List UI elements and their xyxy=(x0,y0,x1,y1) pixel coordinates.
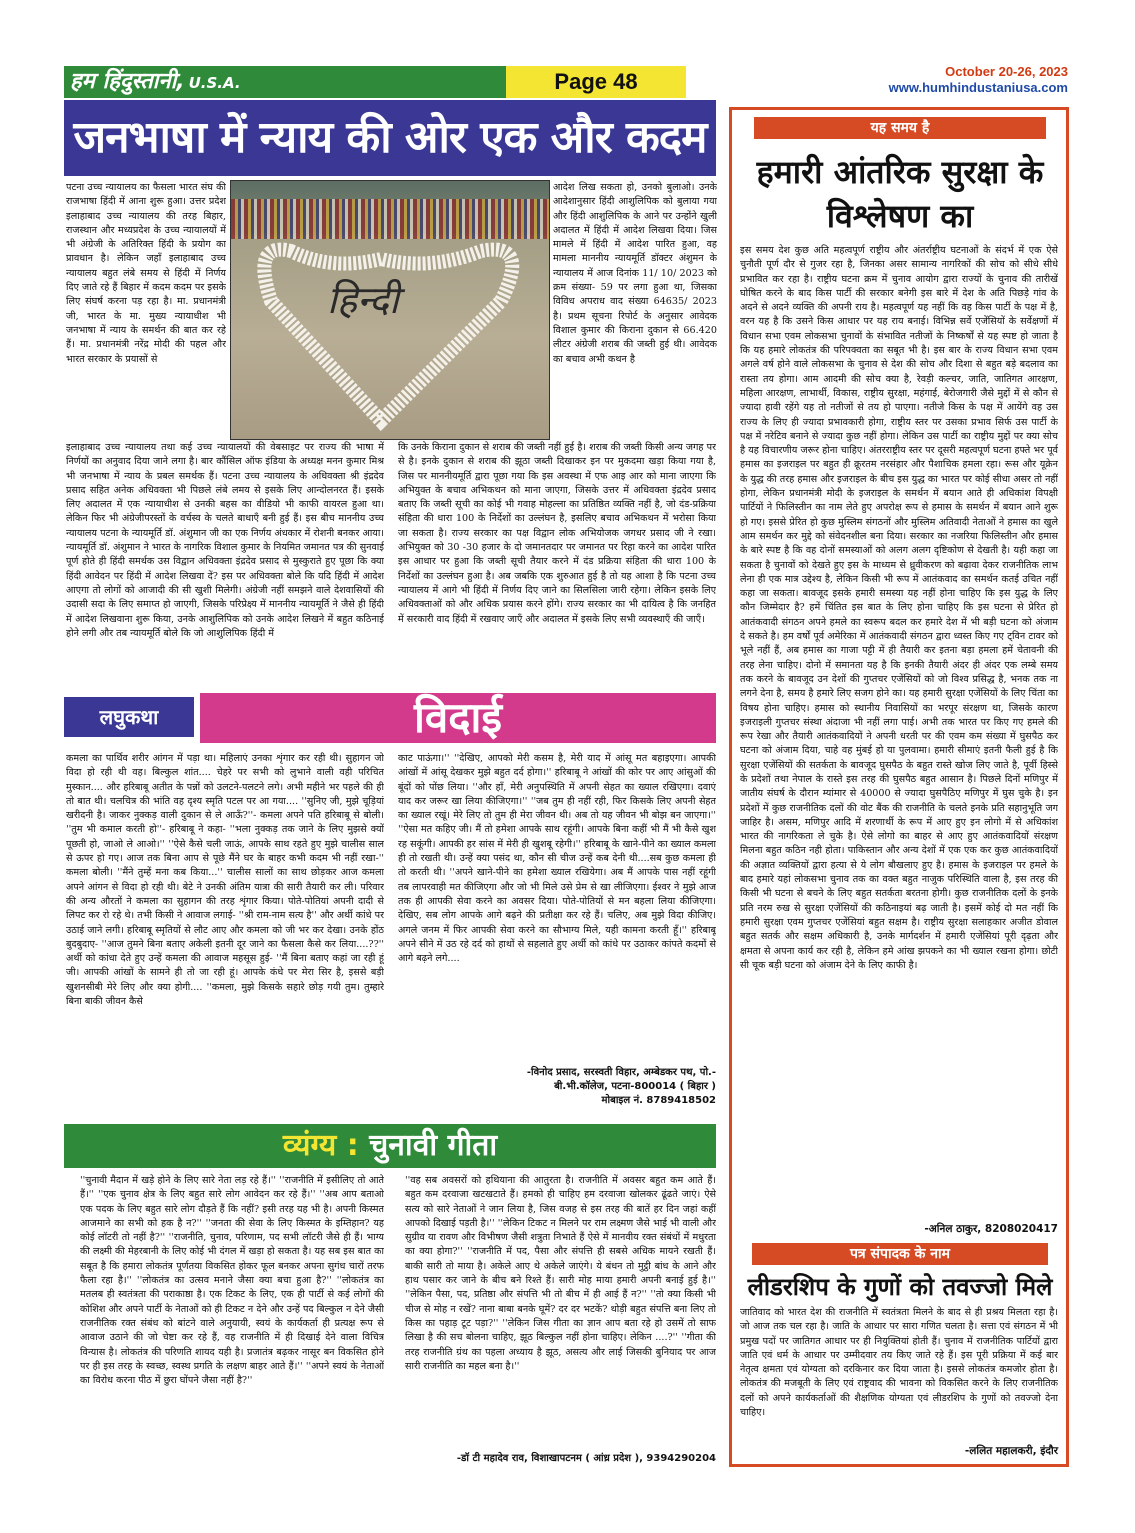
vidai-author-line2: बी.भी.कॉलेज, पटना-800014 ( बिहार ) xyxy=(554,1081,716,1092)
paper-suffix: U.S.A. xyxy=(188,74,241,92)
vidai-author-line1: -विनोद प्रसाद, सरस्वती विहार, अम्बेडकर पथ, पो.- xyxy=(526,1067,716,1078)
satire-col2: ''वह सब अवसरों को हथियाना की आतुरता है। राजनीति में अवसर बहुत कम आते हैं। बहुत कम दरवाजा खटखटाते हैं। हमको ही चाहिए हम दरवाजा खोलकर ढूंढते जाएं। ऐसे सत्य को सारे नेताओं ने जान लिया है, जिस वजह से इस तरह की बातें हर दिन जहां कहीं आपको दिखाई पड़ती है।'' ''लेकिन टिकट न मिलने पर राम लक्ष्मण जैसे भाई भी वाली और सुग्रीव या रावण और विभीषण जैसी शत्रुता निभाते हैं ऐसे में मानवीय रक्त संबंधों में मधुरता का क्या होगा?'' ''राजनीति में पद, पैसा और संपत्ति ही सबसे अधिक मायने रखती हैं। बाकी सारी तो माया है। अकेले आए थे अकेले जाएंगे। ये बंधन तो मुट्ठी बांध के आने और हाथ पसार कर जाने के बीच बने रिश्ते हैं। सारी मोह माया हमारी अपनी बनाई हुई है।'' ''लेकिन पैसा, पद, प्रतिष्ठा और संपत्ति भी तो बीच में ही आई हैं न?'' ''तो क्या किसी भी चीज से मोह न रखें? नाना बाबा बनके घूमें? दर दर भटकें? थोड़ी बहुत संपत्ति बना लिए तो किस का पहाड़ टूट पड़ा?'' ''लेकिन जिस गीता का ज्ञान आप बता रहे हो उसमें तो साफ लिखा है की सच बोलना चाहिए, झूठ बिल्कुल नहीं होना चाहिए। लेकिन ....?'' ''गीता की तरह राजनीति ग्रंथ का पहला अध्याय है झूठ, असत्य और लाई जिसकी बुनियाद पर आज सारी राजनीति का महल बना है।'' xyxy=(405,1175,716,1372)
vidai-col1: कमला का पार्थिव शरीर आंगन में पड़ा था। महिलाएं उनका शृंगार कर रही थी। सुहागन जो विदा हो रही थी वह। बिल्कुल शांत.... चेहरे पर सभी को लुभाने वाली वही परिचित मुस्कान.... और हरिबाबू अतीत के पन्नों को उलटने-पलटने लगे। अभी महीने भर पहले की ही तो बात थी। चलचित्र की भांति वह दृश्य स्मृति पटल पर आ गया.... ''सुनिए जी, मुझे चूड़ियां खरीदनी है। जाकर नुक्कड़ वाली दुकान से ले आऊँ?''- कमला अपने पति हरिबाबू से बोली। ''तुम भी कमाल करती हो''- हरिबाबू ने कहा- ''भला नुक्कड़ तक जाने के लिए मुझसे क्यों पूछती हो, जाओ ले आओ।'' ''ऐसे कैसे चली जाऊं, आपके साथ रहते हुए मुझे चालीस साल से ऊपर हो गए। आज तक बिना आप से पूछे मैंने घर के बाहर कभी कदम भी नहीं रखा-'' कमला बोली। ''मैंने तुम्हें मना कब किया...'' चालीस सालों का साथ छोड़कर आज कमला अपने आंगन से विदा हो रही थी। बेटे ने उनकी अंतिम यात्रा की सारी तैयारी कर ली। परिवार की अन्य औरतों ने कमला का सुहागन की तरह शृंगार किया। पोते-पोतियां अपनी दादी से लिपट कर रो रहे थे। तभी किसी ने आवाज लगाई- ''श्री राम-नाम सत्य है'' और अर्थी कांधे पर उठाई जाने लगी। हरिबाबू स्मृतियों से लौट आए और कमला को जी भर कर देखा। उनके होंठ बुदबुदाए- ''आज तुमने बिना बताए अकेली इतनी दूर जाने का फैसला कैसे कर लिया....??'' अर्थी को कांधा देते हुए उन्हें कमला की आवाज महसूस हुई- ''मैं बिना बताए कहां जा रही हूं जी। आपकी आंखों के सामने ही तो जा रही हूं। आपके कंधे पर मेरा सिर है, इससे बड़ी खुशनसीबी मेरे लिए और क्या होगी.... ''कमला, मुझे किसके सहारे छोड़ गयी तुम। तुम्हारे बिना बाकी जीवन कैसे xyxy=(66,753,384,1008)
masthead xyxy=(64,66,506,98)
satire-banner xyxy=(64,1124,716,1168)
main-story-col2b: कि उनके किराना दुकान से शराब की जब्ती नहीं हुई है। शराब की जब्ती किसी अन्य जगह पर से है। इनके दुकान से शराब की झूठा जब्ती दिखाकर इन पर मुकदमा खड़ा किया गया है, जिस पर माननीयमूर्ति द्वारा पूछा गया कि इस अवस्था में एफ आइ आर को माना जाएगा कि अभियुक्त के बचाव अभिकथन को माना जाएगा, जिसके उत्तर में अधिवक्ता इंद्रदेव प्रसाद बताए कि जब्ती सूची का कोई भी गवाह मोहल्ला का प्रतिष्ठित व्यक्ति नहीं है, जो दंड-प्रक्रिया संहिता की धारा 100 के निर्देशों का उल्लंघन है, इसलिए बचाव अभिकथन में भरोसा किया जा सकता है। राज्य सरकार का पक्ष विद्वान लोक अभियोजक जगधर प्रसाद जी ने रखा। अभियुक्त को 30 -30 हजार के दो जमानतदार पर जमानत पर रिहा करने का आदेश पारित इस आधार पर हुआ कि जब्ती सूची तैयार करने में दंड प्रक्रिया संहिता की धारा 100 के निर्देशों का उल्लंघन हुआ है। अब जबकि एक शुरुआत हुई है तो यह आशा है कि पटना उच्च न्यायालय में आगे भी हिंदी में निर्णय दिए जाने का सिलसिला जारी रहेगा। लेकिन इसके लिए अधिवक्ताओं को और अधिक प्रयास करने होंगे। राज्य सरकार का भी दायित्व है कि जनहित में सरकारी वाद हिंदी में रखवाए जाएँ और अदालत में इसके लिए सभी व्यवस्थाएँ की जाएँ। xyxy=(398,442,716,625)
letters-tag: पत्र संपादक के नाम xyxy=(752,1243,1048,1265)
editorial-tag: यह समय है xyxy=(754,117,1046,139)
satire-author: -डॉ टी महादेव राव, विशाखापटनम ( आंध्र प्रदेश ), 9394290204 xyxy=(456,1453,716,1464)
main-headline: जनभाषा में न्याय की ओर एक और कदम xyxy=(64,100,716,176)
story-title-vidai: विदाई xyxy=(200,693,716,743)
page-number: Page 48 xyxy=(506,66,686,98)
letter-body: जातिवाद को भारत देश की राजनीति में स्वतंत्रता मिलने के बाद से ही प्रश्रय मिलता रहा है। जो आज तक चल रहा है। जाति के आधार पर सारा गणित चलता है। सत्ता एवं संगठन में भी प्रमुख पदों पर जातिगत आधार पर ही नियुक्तियां होती हैं। चुनाव में राजनीतिक पार्टियों द्वारा जाति एवं धर्म के आधार पर उम्मीदवार तय किए जाते रहे हैं। इस पूरी प्रक्रिया में कई बार नेतृत्व क्षमता एवं योग्यता को दरकिनार कर दिया जाता है। इससे लोकतंत्र कमजोर होता है। लोकतंत्र की मजबूती के लिए एवं राष्ट्रवाद की भावना को विकसित करने के लिए राजनीतिक दलों को अपने कार्यकर्ताओं की शैक्षणिक योग्यता एवं लीडरशिप के गुणों को तवज्जो देना चाहिए। xyxy=(740,1307,1058,1419)
section-tag-laghukatha: लघुकथा xyxy=(64,697,194,737)
story-photo xyxy=(230,180,550,440)
vidai-author-line3: मोबाइल नं. 8789418502 xyxy=(601,1095,716,1106)
letter-author: -ललित महालकरी, इंदौर xyxy=(964,1445,1058,1457)
editorial-author: -अनिल ठाकुर, 8208020417 xyxy=(924,1223,1058,1235)
vidai-col2: काट पाऊंगा।'' ''देखिए, आपको मेरी कसम है, मेरी याद में आंसू मत बहाइएगा। आपकी आंखों में आंसू देखकर मुझे बहुत दर्द होगा।'' हरिबाबू ने आंखों की कोर पर आए आंसुओं की बूंदों को पोंछ लिया। ''और हाँ, मेरी अनुपस्थिति में अपनी सेहत का ख्याल रखिएगा। दवाएं याद कर जरूर खा लिया कीजिएगा।'' ''जब तुम ही नहीं रही, फिर किसके लिए अपनी सेहत का ख्याल रखूं। मेरे लिए तो तुम ही मेरा जीवन थी। अब तो यह जीवन भी बोझ बन जाएगा।'' ''ऐसा मत कहिए जी। मैं तो हमेशा आपके साथ रहूंगी। आपके बिना कहीं भी मैं भी कैसे खुश रह सकूंगी। आपकी हर सांस में मेरी ही खुशबू रहेगी।'' हरिबाबू के खाने-पीने का ख्याल कमला ही तो रखती थी। उन्हें क्या पसंद था, कौन सी चीज उन्हें कब देनी थी....सब कुछ कमला ही तो करती थी। ''अपने खाने-पीने का हमेशा ख्याल रखियेगा। अब मैं आपके पास नहीं रहूंगी तब लापरवाही मत कीजिएगा और जो भी मिले उसे प्रेम से खा लीजिएगा। ईश्वर ने मुझे आज तक ही आपकी सेवा करने का अवसर दिया। पोते-पोतियों से मन बहला लिया कीजिएगा। देखिए, सब लोग आपके आगे बढ़ने की प्रतीक्षा कर रहे हैं। चलिए, अब मुझे विदा कीजिए। अगले जनम में फिर आपकी सेवा करने का सौभाग्य मिले, यही कामना करती हूँ।'' हरिबाबू अपने सीने में उठ रहे दर्द को हाथों से सहलाते हुए अर्थी को कांधे पर उठाकर कांपते कदमों से आगे बढ़ने लगे.... xyxy=(398,753,716,965)
main-story-col3: आदेश लिख सकता हो, उनको बुलाओ। उनके आदेशानुसार हिंदी आशुलिपिक को बुलाया गया और हिंदी आशुलिपिक के आने पर उन्होंने खुली अदालत में हिंदी में आदेश लिखवा दिया। जिस मामले में हिंदी में आदेश पारित हुआ, वह मामला माननीय न्यायमूर्ति डॉक्टर अंशुमन के न्यायालय में आज दिनांक 11/ 10/ 2023 को क्रम संख्या- 59 पर लगा हुआ था, जिसका विविध अपराध वाद संख्या 64635/ 2023 है। प्रथम सूचना रिपोर्ट के अनुसार आवेदक विशाल कुमार की किराना दुकान से 66.420 लीटर अंग्रेजी शराब की जब्ती हुई थी। आवेदक का बचाव अभी कथन है xyxy=(553,182,717,365)
main-story-col1: पटना उच्च न्यायालय का फैसला भारत संघ की राजभाषा हिंदी में आना शुरू हुआ। उत्तर प्रदेश इलाहाबाद उच्च न्यायालय की तरह बिहार, राजस्थान और मध्यप्रदेश के उच्च न्यायालयों में भी अंग्रेजी के अतिरिक्त हिंदी के प्रयोग का प्रावधान है। लेकिन जहाँ इलाहाबाद उच्च न्यायालय बहुत लंबे समय से हिंदी में निर्णय दिए जाते रहे हैं बिहार में कदम कदम पर इसके लिए संघर्ष करना पड़ रहा है। मा. प्रधानमंत्री जी, भारत के मा. मुख्य न्यायाधीश भी जनभाषा में न्याय के समर्थन की बात कर रहे हैं। मा. प्रधानमंत्री नरेंद्र मोदी की पहल और भारत सरकार के प्रयासों से xyxy=(66,182,226,365)
website-link[interactable]: www.humhindustaniusa.com xyxy=(888,80,1068,95)
editorial-body: इस समय देश कुछ अति महत्वपूर्ण राष्ट्रीय और अंतर्राष्ट्रीय घटनाओं के संदर्भ में एक ऐसे चुनौती पूर्ण दौर से गुजर रहा है, जिनका असर सामान्य नागरिकों की सोच को सीधे सीधे प्रभावित कर रहा है। राष्ट्रीय घटना क्रम में चुनाव आयोग द्वारा राज्यों के चुनाव की तारीखें घोषित करने के बाद किस पार्टी की सरकार बनेगी इस बारे में देश के अति पिछड़े गांव के अदने से अदने व्यक्ति की अपनी राय है। महत्वपूर्ण यह नहीं कि वह किस पार्टी के पक्ष में है, वरन यह है कि उसने किस आधार पर यह राय बनाई। विभिन्न सर्वे एजेंसियों के सर्वेक्षणों में विधान सभा एवम लोकसभा चुनावों के संभावित नतीजों के निष्कर्षों से यह स्पष्ट हो जाता है कि यह हमारे लोकतंत्र की परिपक्वता का सबूत भी है। इस बार के राज्य विधान सभा एवम अगले वर्ष होने वाले लोकसभा के चुनाव से देश की सोच और दिशा से बहुत बड़े बदलाव का रास्ता तय होगा। आम आदमी की सोच क्या है, रेवड़ी कल्चर, जाति, जातिगत आरक्षण, महिला आरक्षण, लाभार्थी, विकास, राष्ट्रीय सुरक्षा, महंगाई, बेरोजगारी जैसे मुद्दों में से कौन से ज्यादा हावी रहेंगे यह तो नतीजों से तय हो पाएगा। नतीजे किस के पक्ष में आयेंगे वह उस राज्य के लिए ही ज्यादा प्रभावकारी होगा, राष्ट्रीय स्तर पर उसका प्रभाव सिर्फ उस पार्टी के पक्ष में नरेटिव बनाने से ज्यादा कुछ नहीं होगा। लेकिन उस पार्टी का राष्ट्रीय मुद्दों पर क्या सोच है यह विचारणीय जरूर होना चाहिए। अंतरराष्ट्रीय स्तर पर दूसरी महत्वपूर्ण घटना हफ्ते भर पूर्व हमास का इजराइल पर बहुत ही क्रूरतम नरसंहार और पैशाचिक हमला रहा। रूस और यूक्रेन के युद्ध की तरह हमास और इजराइल के बीच इस युद्ध का भारत पर कोई सीधा असर तो नहीं होगा, लेकिन प्रधानमंत्री मोदी के इजराइल के समर्थन में बयान आते ही अधिकांश विपक्षी पार्टियों ने फिलिस्तीन का नाम लेते हुए अपरोक्ष रूप से हमास के समर्थन में बयान आने शुरू हो गए। इससे प्रेरित हो कुछ मुस्लिम संगठनों और मुस्लिम अतिवादी नेताओं ने हमास का खुले आम समर्थन कर मुद्दे को संवेदनशील बना दिया। सरकार का नजरिया फिलिस्तीन और हमास के बारे स्पष्ट है कि वह दोनों समस्याओं को अलग अलग दृष्टिकोण से देखती है। यही कहा जा सकता है चुनावों को देखते हुए इस के माध्यम से ध्रुवीकरण को बढ़ावा देकर राजनीतिक लाभ लेना ही एक मात्र उद्देश्य है, लेकिन किसी भी रूप में आतंकवाद का समर्थन कतई उचित नहीं कहा जा सकता। बावजूद इसके हमारी समस्या यह नहीं होना चाहिए कि इस युद्ध के लिए कौन जिम्मेदार है? हमें चिंतित इस बात के लिए होना चाहिए कि इस घटना से प्रेरित हो आतंकवादी संगठन अपने हमले का स्वरूप बदल कर हमारे देश में भी बड़ी घटना को अंजाम दे सकते है। हम वर्षों पूर्व अमेरिका में आतंकवादी संगठन द्वारा ध्वस्त किए गए ट्विन टावर को भूले नहीं हैं, अब हमास का गाजा पट्टी में ही तैयारी कर इतना बड़ा हमला हमें चेतावनी की तरह लेना चाहिए। दोनो में समानता यह है कि इनकी तैयारी अंदर ही अंदर एक लम्बे समय तक करने के बावजूद उन देशों की गुप्तचर एजेंसियों को जो विश्व प्रसिद्ध है, भनक तक ना लगने देना है, समय है हमारे लिए सजग होने का। यह हमारी सुरक्षा एजेंसियों के लिए चिंता का विषय होना चाहिए। हमास को स्थानीय निवासियों का भरपूर संरक्षण था, जिसके कारण इजराइली गुप्तचर संस्था अंदाजा भी नहीं लगा पाई। अभी तक भारत पर किए गए हमले की रूप रेखा और तैयारी आतंकवादियों ने अपनी धरती पर की एवम कम संख्या में घुसपैठ कर घटना को अंजाम दिया, चाहे वह मुंबई हो या पुलवामा। हमारी सीमाएं इतनी फैली हुई है कि सुरक्षा एजेंसियों की सतर्कता के बावजूद घुसपैठ के बहुत रास्ते खोज लिए जाते है, पूर्वी हिस्से के प्रदेशों तथा नेपाल के रास्ते इस तरह की घुसपैठ बहुत आसान है। पिछले दिनों मणिपुर में जातीय संघर्ष के दौरान म्यांमार से 40000 से ज्यादा घुसपैठिए मणिपुर में घुस चुके है। इन प्रदेशों में कुछ राजनीतिक दलों की वोट बैंक की राजनीति के चलते इनके प्रति सहानुभूति जग जाहिर है। असम, मणिपुर आदि में शरणार्थी के रूप में आए हुए इन लोगो में से अधिकांश भारत की नागरिकता ले चुके है। ऐसे लोगो का बाहर से आए हुए आतंकवादियों संरक्षण मिलना बहुत कठिन नही होता। पाकिस्तान और अन्य देशों में एक एक कर कुछ आतंकवादियों की अज्ञात व्यक्तियों द्वारा हत्या से ये लोग बौखलाए हुए है। हमास के इजराइल पर हमले के बाद हमारे यहां लोकसभा चुनाव तक का वक्त बहुत नाजुक परिस्थिति वाला है, इस तरह की किसी भी घटना से बचने के लिए बहुत सतर्कता बरतना होगी। कुछ राजनीतिक दलों के इनके प्रति नरम रुख से सुरक्षा एजेंसियों की कठिनाइयां बढ़ जाती है। इसमें कोई दो मत नहीं कि हमारी सुरक्षा एवम गुप्तचर एजेंसियां बहुत सक्षम है। राष्ट्रीय सुरक्षा सलाहकार अजीत डोवाल बहुत सतर्क और सक्षम अधिकारी है, उनके मार्गदर्शन में हमारी एजेंसियां पूरी दृढ़ता और क्षमता से अपना कार्य कर रही है, लेकिन हमे आंख झपकने का भी ख्याल रखना होगा। छोटी सी चूक बड़ी घटना को अंजाम देने के लिए काफी है। xyxy=(740,245,1058,971)
paper-name: हम हिंदुस्तानी, xyxy=(70,69,185,94)
editorial-title: हमारी आंतरिक सुरक्षा के विश्लेषण का xyxy=(756,153,1044,235)
main-story-col1b: इलाहाबाद उच्च न्यायालय तथा कई उच्च न्यायालयों की वेबसाइट पर राज्य की भाषा में निर्णयों का अनुवाद दिया जाने लगा है। बार कौंसिल ऑफ इंडिया के अध्यक्ष मनन कुमार मिश्र भी जनभाषा में न्याय के प्रबल समर्थक हैं। पटना उच्च न्यायालय के अधिवक्ता श्री इंद्रदेव प्रसाद सहित अनेक अधिवक्ता भी पिछले लंबे लमय से इसके लिए आन्दोलनरत हैं। इसके लिए अदालत में एक न्यायाधीश से उनकी बहस का वीडियो भी काफी वायरल हुआ था। लेकिन फिर भी अंग्रेजीपरस्तों के वर्चस्व के चलते बाधाएँ बनी हुई हैं। इस बीच माननीय उच्च न्यायालय पटना के न्यायमूर्ति डॉ. अंशुमान जी का एक निर्णय अंधकार में रोशनी बनकर आया। न्यायमूर्ति डॉ. अंशुमान ने भारत के नागरिक विशाल कुमार के नियमित जमानत पत्र की सुनवाई पूर्ण होते ही हिंदी समर्थक उस विद्वान अधिवक्ता इंद्रदेव प्रसाद से मुस्कुराते हुए पूछा कि क्या हिंदी आवेदन पर हिंदी में आदेश लिखवा दें? इस पर अधिवक्ता बोले कि यदि हिंदी में आदेश आएगा तो लोगों को आजादी की सी खुशी मिलेगी। अंग्रेजी नहीं समझने वाले देशवासियों की उदासी सदा के लिए समाप्त हो जाएगी, जिसके परिप्रेक्ष्य में माननीय न्यायमूर्ति ने जैसे ही हिंदी में आदेश लिखवाना शुरू किया, उनके आशुलिपिक को उनके आदेश लिखने में बहुत कठिनाई होने लगी और तब न्यायमूर्ति बोले कि जो आशुलिपिक हिंदी में xyxy=(66,442,384,639)
photo-hindi-text: हिन्दी xyxy=(327,278,399,322)
satire-col1: ''चुनावी मैदान में खड़े होने के लिए सारे नेता लड़ रहे हैं।'' ''राजनीति में इसीलिए तो आते हैं।'' ''एक चुनाव क्षेत्र के लिए बहुत सारे लोग आवेदन कर रहे हैं।'' ''अब आप बताओ एक पदक के लिए बहुत सारे लोग दौड़ते हैं कि नहीं? इसी तरह यह भी है। अपनी किस्मत आजमाने का सभी को हक है न?'' ''जनता की सेवा के लिए किस्मत के इम्तिहान? यह कोई लॉटरी तो नहीं है?'' ''राजनीति, चुनाव, परिणाम, पद सभी लॉटरी जैसे ही हैं। भाग्य की लक्ष्मी की मेहरबानी के लिए कोई भी दंगल में खड़ा हो सकता है। यह सब इस बात का सबूत है कि हमारा लोकतंत्र पूर्णतया विकसित होकर फूल बनकर अपना सुगंध चारों तरफ फैला रहा है।'' ''लोकतंत्र का उत्सव मनाने जैसा क्या बचा हुआ है?'' ''लोकतंत्र का मतलब ही स्वतंत्रता की पराकाष्ठा है। एक टिकट के लिए, एक ही पार्टी से कई लोगों की कोशिश और अपने पार्टी के नेताओं को ही टिकट न देने और उन्हें पद बिल्कुल न देने जैसी राजनीतिक रक्त संबंध को बांटने वाले अनुयायी, स्वयं के कार्यकर्ता ही प्रत्यक्ष रूप से आवाज उठाने की जो चेष्टा कर रहे हैं, वह राजनीति में ही दिखाई देने वाला विचित्र विन्यास है। लोकतंत्र की परिणति शायद यही है। प्रजातंत्र बढ़कर नासूर बन विकसित होने पर ही इस तरह के स्वच्छ, स्वस्थ प्रगति के लक्षण बाहर आते हैं।'' ''अपने स्वयं के नेताओं का विरोध करना पीठ में छुरा घोंपने जैसा नहीं है?'' xyxy=(80,1175,384,1387)
vidai-author xyxy=(398,1066,716,1108)
satire-title: चुनावी गीता xyxy=(369,1128,498,1163)
satire-tag: व्यंग्य : xyxy=(282,1128,359,1163)
issue-date: October 20-26, 2023 xyxy=(945,64,1068,79)
letter-title: लीडरशिप के गुणों को तवज्जो मिले xyxy=(747,1273,1053,1301)
